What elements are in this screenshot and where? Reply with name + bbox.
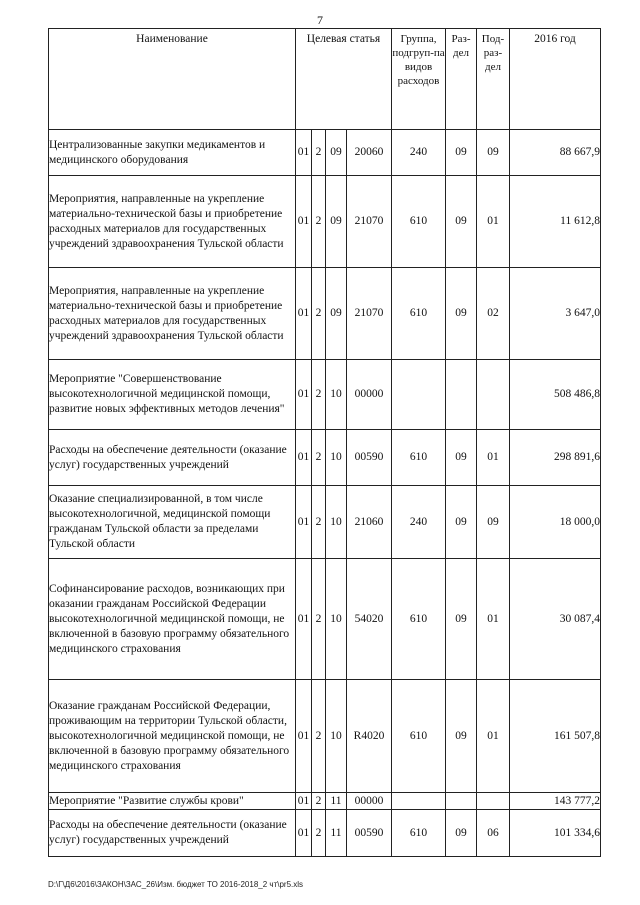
row-group: 240: [392, 130, 446, 176]
row-code-1: 01: [296, 559, 312, 680]
budget-table: [48, 28, 601, 857]
row-code-3: 11: [326, 810, 347, 857]
row-code-4: 21060: [347, 486, 392, 559]
row-name: Расходы на обеспечение деятельности (оказание услуг) государственных учреждений: [49, 810, 296, 857]
row-amount: 30 087,4: [510, 559, 601, 680]
row-code-1: 01: [296, 176, 312, 268]
row-group: [392, 793, 446, 810]
row-amount: 298 891,6: [510, 430, 601, 486]
row-amount: 161 507,8: [510, 680, 601, 793]
row-section: 09: [446, 680, 477, 793]
row-code-3: 09: [326, 176, 347, 268]
row-code-1: 01: [296, 486, 312, 559]
row-code-1: 01: [296, 360, 312, 430]
row-code-2: 2: [312, 559, 326, 680]
row-amount: 143 777,2: [510, 793, 601, 810]
header-group: Группа, подгруп-па видов расходов: [392, 29, 446, 130]
row-code-2: 2: [312, 130, 326, 176]
row-code-2: 2: [312, 268, 326, 360]
header-subsection: Под-раз-дел: [477, 29, 510, 130]
row-code-1: 01: [296, 810, 312, 857]
table-row: [49, 268, 601, 360]
row-code-4: 00590: [347, 430, 392, 486]
row-amount: 508 486,8: [510, 360, 601, 430]
row-amount: 18 000,0: [510, 486, 601, 559]
row-code-4: 00590: [347, 810, 392, 857]
row-code-1: 01: [296, 130, 312, 176]
table-row: [49, 176, 601, 268]
row-section: 09: [446, 430, 477, 486]
row-group: 610: [392, 176, 446, 268]
row-code-3: 11: [326, 793, 347, 810]
row-code-4: 00000: [347, 360, 392, 430]
row-code-2: 2: [312, 810, 326, 857]
row-subsection: 01: [477, 680, 510, 793]
table-row: [49, 360, 601, 430]
header-section: Раз-дел: [446, 29, 477, 130]
row-group: 610: [392, 430, 446, 486]
row-subsection: 01: [477, 176, 510, 268]
table-row: [49, 130, 601, 176]
page-number: 7: [317, 13, 323, 27]
row-code-2: 2: [312, 176, 326, 268]
row-subsection: 01: [477, 559, 510, 680]
row-group: 610: [392, 810, 446, 857]
row-group: 240: [392, 486, 446, 559]
row-code-4: R4020: [347, 680, 392, 793]
table-row: [49, 793, 601, 810]
row-section: 09: [446, 176, 477, 268]
header-year: 2016 год: [510, 29, 601, 130]
table-row: [49, 680, 601, 793]
row-code-2: 2: [312, 680, 326, 793]
row-amount: 101 334,6: [510, 810, 601, 857]
row-section: 09: [446, 268, 477, 360]
row-amount: 3 647,0: [510, 268, 601, 360]
row-subsection: 09: [477, 130, 510, 176]
row-subsection: 09: [477, 486, 510, 559]
row-code-3: 10: [326, 680, 347, 793]
row-name: Мероприятие "Совершенствование высокотехнологичной медицинской помощи, развитие новых эффективных методов лечения": [49, 360, 296, 430]
row-code-2: 2: [312, 360, 326, 430]
row-group: 610: [392, 268, 446, 360]
row-name: Софинансирование расходов, возникающих при оказании гражданам Российской Федерации высокотехнологичной медицинской помощи, не включенной в базовую программу обязательного медицинского страхования: [49, 559, 296, 680]
row-name: Мероприятия, направленные на укрепление материально-технической базы и приобретение расходных материалов для государственных учреждений здравоохранения Тульской области: [49, 268, 296, 360]
table-row: [49, 430, 601, 486]
row-group: 610: [392, 559, 446, 680]
row-name: Централизованные закупки медикаментов и медицинского оборудования: [49, 130, 296, 176]
row-code-4: 54020: [347, 559, 392, 680]
row-code-3: 10: [326, 486, 347, 559]
row-group: 610: [392, 680, 446, 793]
row-code-1: 01: [296, 430, 312, 486]
row-code-4: 20060: [347, 130, 392, 176]
row-code-2: 2: [312, 486, 326, 559]
row-code-3: 10: [326, 360, 347, 430]
row-code-1: 01: [296, 793, 312, 810]
row-name: Расходы на обеспечение деятельности (оказание услуг) государственных учреждений: [49, 430, 296, 486]
row-code-1: 01: [296, 268, 312, 360]
row-group: [392, 360, 446, 430]
row-section: 09: [446, 486, 477, 559]
table-row: [49, 559, 601, 680]
row-subsection: 01: [477, 430, 510, 486]
header-target-article: Целевая статья: [296, 29, 392, 130]
row-subsection: 06: [477, 810, 510, 857]
row-section: 09: [446, 559, 477, 680]
row-code-2: 2: [312, 793, 326, 810]
row-section: [446, 793, 477, 810]
row-name: Мероприятие "Развитие службы крови": [49, 793, 296, 810]
row-name: Оказание гражданам Российской Федерации, проживающим на территории Тульской области, высокотехнологичной медицинской помощи, не включенной в базовую программу обязательного медицинского страхования: [49, 680, 296, 793]
row-amount: 11 612,8: [510, 176, 601, 268]
row-subsection: [477, 793, 510, 810]
header-name: Наименование: [49, 29, 296, 130]
row-amount: 88 667,9: [510, 130, 601, 176]
row-subsection: 02: [477, 268, 510, 360]
row-code-3: 10: [326, 430, 347, 486]
row-section: 09: [446, 130, 477, 176]
file-path-footer: D:\Г\Д6\2016\ЗАКОН\ЗАС_26\Изм. бюджет ТО 2016-2018_2 чт\pr5.xls: [48, 880, 304, 889]
row-subsection: [477, 360, 510, 430]
table-header-row: [49, 29, 601, 130]
table-row: [49, 486, 601, 559]
row-code-3: 09: [326, 130, 347, 176]
row-name: Оказание специализированной, в том числе высокотехнологичной, медицинской помощи гражданам Тульской области за пределами Тульской области: [49, 486, 296, 559]
row-code-4: 21070: [347, 176, 392, 268]
row-code-3: 09: [326, 268, 347, 360]
row-code-4: 21070: [347, 268, 392, 360]
row-section: [446, 360, 477, 430]
row-name: Мероприятия, направленные на укрепление материально-технической базы и приобретение расходных материалов для государственных учреждений здравоохранения Тульской области: [49, 176, 296, 268]
row-code-2: 2: [312, 430, 326, 486]
table-row: [49, 810, 601, 857]
row-code-3: 10: [326, 559, 347, 680]
row-code-4: 00000: [347, 793, 392, 810]
row-section: 09: [446, 810, 477, 857]
row-code-1: 01: [296, 680, 312, 793]
